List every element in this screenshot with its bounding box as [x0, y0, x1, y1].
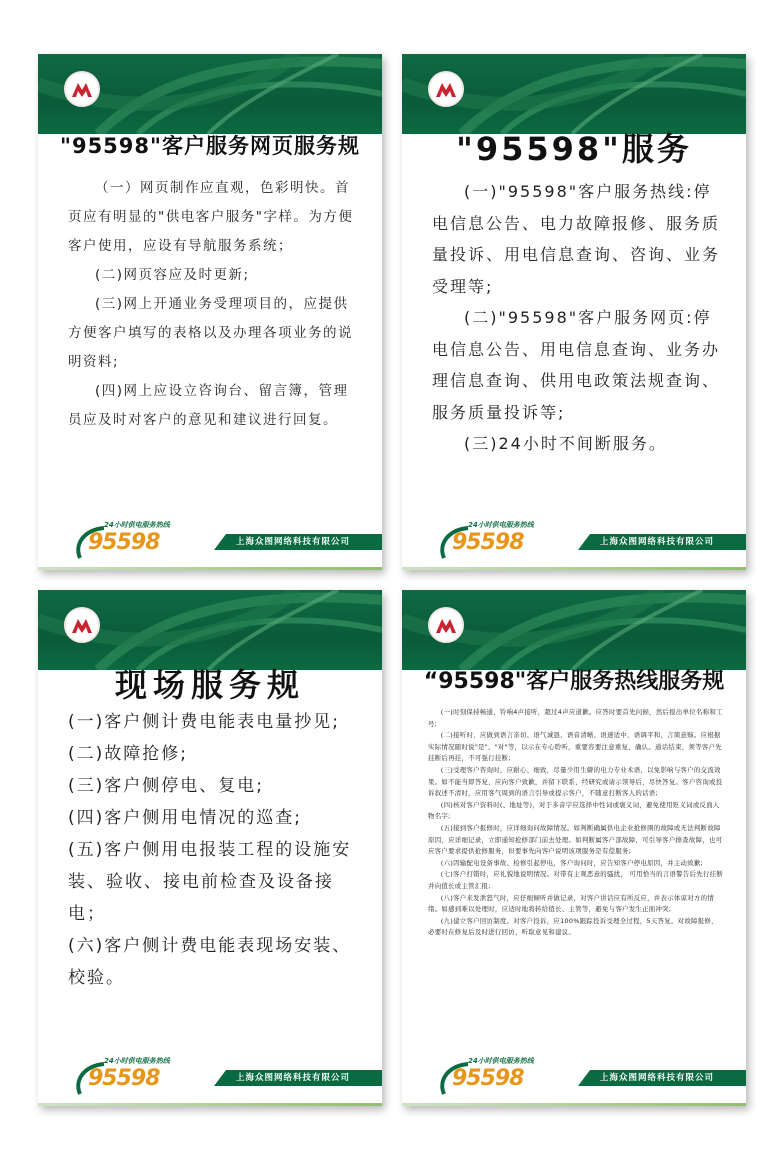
bottom-edge	[402, 567, 746, 570]
board-95598-services	[402, 54, 746, 570]
brand-95598-logo: 24小时供电服务热线 95598	[74, 520, 184, 564]
paragraph: (五)接到客户报修时，应详细询问故障情况。如判断确属供电企业抢修围的故障或无法判断故障原因，应详细记录，立即通知抢修部门前去处理。如判断属客户部故障，可引导客户排查故障，也可应客户要求提供抢修服务，但要事先向客户说明该项服务是有偿服务;	[428, 823, 723, 856]
board-body	[68, 706, 358, 994]
board-body	[428, 707, 724, 939]
bottom-edge	[38, 1103, 382, 1106]
paragraph: (三)网上开通业务受理项目的，应提供方便客户填写的表格以及办理各项业务的说明资料;	[68, 296, 353, 370]
paragraph: (八)客户来发泄怒气时，应仔细倾听并做记录，对客户讲话应有所反应，并表示体谅对方的情绪。如感到难以处理时，应适时地将转给值长、主管等，避免与客户发生正面冲突;	[428, 893, 715, 914]
state-grid-logo-icon	[428, 71, 464, 107]
paragraph: (九)建立客户回访制度。对客户投诉，应100%跟踪投诉受理全过程，5天答复。对故障报修，必要时在修复后及时进行回访，听取意见和建议。	[428, 916, 718, 937]
paragraph: (六)因输配电设备事故、检修引起停电，客户询问时，应告知客户停电原因，并主动致歉;	[440, 858, 704, 867]
board-header	[402, 54, 746, 134]
bottom-edge	[38, 567, 382, 570]
paragraph: (五)客户侧用电报装工程的设施安装、验收、接电前检查及设备接电；	[68, 840, 352, 924]
paragraph: (二)网页容应及时更新;	[95, 267, 250, 283]
paragraph: (七)客户打错时，应礼貌地说明情况。对带有主观恶意的骚扰， 可用恰当的言语警告后先行挂断并向值长或主管汇报;	[428, 870, 724, 890]
board-header	[38, 590, 382, 670]
board-header	[402, 590, 746, 670]
paragraph: (三)受理客户咨询时，应耐心、细致，尽量少用生僻的电力专业术语，以免影响与客户的交流效果。如不能当即答复，应向客户致歉，并留下联系，经研究或请示领导后，尽快答复。客户咨询或投诉叙述不清时，应用客气周到的语言引导或提示客户，不随意打断客人的话语;	[428, 765, 723, 798]
board-body	[68, 174, 358, 435]
brand-95598-logo: 24小时供电服务热线 95598	[74, 1056, 184, 1100]
board-hotline-service-rules	[402, 590, 746, 1106]
paragraph: (四)网上应设立咨询台、留言簿，管理员应及时对客户的意见和建议进行回复。	[68, 383, 349, 428]
paragraph: (一)时刻保持畅通，铃响4声接听，超过4声应道歉。应答时要首先问候，然后报出单位名称和工号;	[428, 708, 723, 728]
paragraph: (六)客户侧计费电能表现场安装、校验。	[68, 936, 352, 988]
board-title: "95598"服务	[456, 130, 692, 168]
company-footer: 上海众图网络科技有限公司	[578, 534, 746, 550]
state-grid-logo-icon	[64, 71, 100, 107]
paragraph: (一)客户侧计费电能表电量抄见;	[68, 712, 340, 732]
paragraph: （一）网页制作应直观，色彩明快。首页应有明显的"供电客户服务"字样。为方便客户使用，应设有导航服务系统；	[68, 180, 354, 254]
board-title: "95598"客户服务网页服务规	[60, 134, 360, 158]
board-body	[432, 176, 722, 460]
paragraph: (二)"95598"客户服务网页:停电信息公告、用电信息查询、业务办理信息查询、供用电政策法规查询、服务质量投诉等;	[432, 308, 721, 422]
bottom-edge	[402, 1103, 746, 1106]
paragraph: (三)客户侧停电、复电;	[68, 776, 264, 796]
paragraph: (二)故障抢修;	[68, 744, 188, 764]
state-grid-logo-icon	[428, 607, 464, 643]
paragraph: (三)24小时不间断服务。	[464, 434, 667, 453]
paragraph: (二)接听时，应做到语言亲切、语气诚恳、语音清晰、语速适中、语调平和、言简意赅。应根据实际情况随时说"是"、"对"等，以示在专心聆听，重要容要注意重复、确认。通话结束，须等客户先挂断后再挂，不可强行挂断;	[428, 731, 722, 763]
brand-95598-logo: 24小时供电服务热线 95598	[438, 520, 548, 564]
board-title: “95598"客户服务热线服务规	[423, 669, 725, 694]
board-web-service-rules	[38, 54, 382, 570]
paragraph: (四)核对客户资料时(、地址等)，对于多音字应选择中性词或褒义词，避免使用贬义词或反面人物名字;	[428, 800, 720, 821]
paragraph: (四)客户侧用电情况的巡查;	[68, 808, 302, 828]
board-header	[38, 54, 382, 134]
company-footer: 上海众图网络科技有限公司	[214, 1070, 382, 1086]
state-grid-logo-icon	[64, 607, 100, 643]
paragraph: (一)"95598"客户服务热线:停电信息公告、电力故障报修、服务质量投诉、用电信息查询、咨询、业务受理等;	[432, 182, 721, 296]
board-onsite-service-rules	[38, 590, 382, 1106]
company-footer: 上海众图网络科技有限公司	[214, 534, 382, 550]
company-footer: 上海众图网络科技有限公司	[578, 1070, 746, 1086]
board-title: 现场服务规	[114, 666, 305, 704]
brand-95598-logo: 24小时供电服务热线 95598	[438, 1056, 548, 1100]
